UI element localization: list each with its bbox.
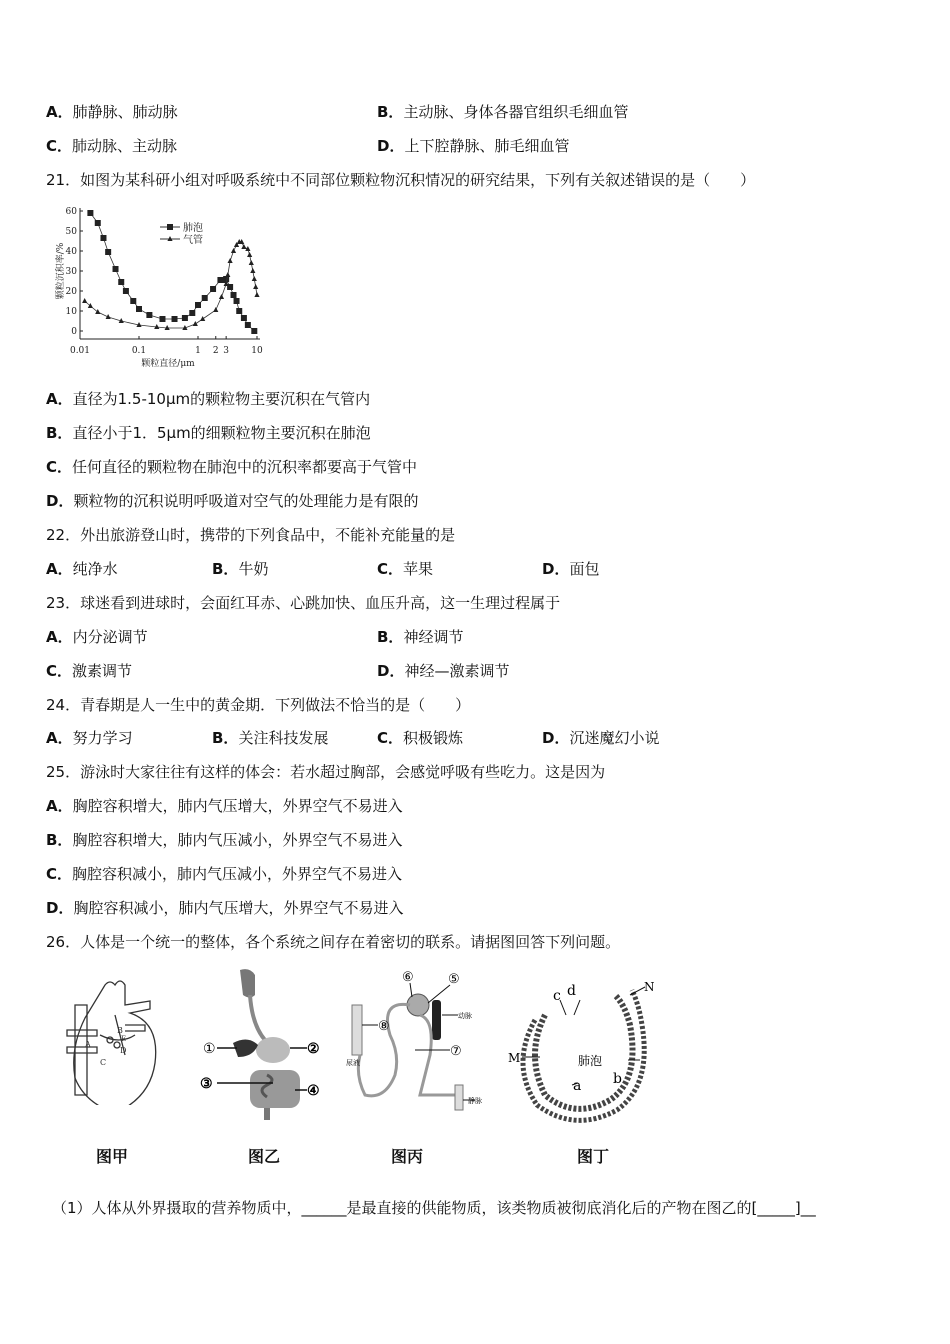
digestive-label-4: ④ [307,1083,320,1099]
alveolus-label-alveolus: 肺泡 [578,1054,603,1068]
q22-option-d: D．面包 [542,560,600,578]
data-point-alveoli [123,288,129,294]
data-point-alveoli [245,322,251,328]
data-point-trachea [95,309,100,314]
y-tick-label: 50 [65,227,77,237]
data-point-trachea [213,307,218,312]
nephron-label-6: ⑥ [402,970,414,985]
data-point-trachea [241,244,246,249]
q20-option-b: B．主动脉、身体各器官组织毛细血管 [377,103,629,121]
data-point-trachea [249,260,254,265]
digestive-label-3: ③ [200,1076,213,1092]
q24-option-a: A．努力学习 [46,729,133,747]
y-tick-label: 40 [65,247,77,257]
figure-caption-jia: 图甲 [96,1147,129,1166]
data-point-trachea [252,276,257,281]
data-point-alveoli [87,210,93,216]
q21-option-c: C．任何直径的颗粒物在肺泡中的沉积率都要高于气管中 [46,458,418,476]
deposition-chart [40,198,280,373]
q23-option-d: D．神经—激素调节 [377,662,510,680]
nephron-label-7: ⑦ [450,1044,462,1059]
data-point-alveoli [202,295,208,301]
nephron-diagram [340,965,490,1115]
heart-label-d: D [120,1046,127,1055]
data-point-alveoli [136,306,142,312]
data-point-alveoli [231,292,237,298]
q25-option-a: A．胸腔容积增大，肺内气压增大，外界空气不易进入 [46,797,403,815]
data-point-trachea [253,284,258,289]
q21-option-a: A．直径为1.5-10μm的颗粒物主要沉积在气管内 [46,390,371,408]
nephron-label-urine: 尿液 [346,1059,360,1067]
q25-stem: 25．游泳时大家往往有这样的体会：若水超过胸部，会感觉呼吸有些吃力。这是因为 [46,763,606,781]
data-point-alveoli [251,328,257,334]
data-point-alveoli [105,249,111,255]
x-tick-label: 0.01 [69,346,91,356]
q22-option-b: B．牛奶 [212,560,269,578]
y-tick-label: 10 [65,307,77,317]
data-point-trachea [231,248,236,253]
q25-option-c: C．胸腔容积减小，肺内气压减小，外界空气不易进入 [46,865,403,883]
data-point-trachea [228,258,233,263]
q24-stem: 24．青春期是人一生中的黄金期．下列做法不恰当的是（ ） [46,696,471,714]
x-tick-label: 1 [195,346,201,356]
y-tick-label: 20 [65,287,77,297]
data-point-alveoli [118,279,124,285]
alveolus-label-n: N [644,980,655,994]
q22-option-c: C．苹果 [377,560,434,578]
nephron-label-5: ⑤ [448,972,460,987]
alveolus-label-c: c [553,988,561,1004]
data-point-alveoli [189,310,195,316]
digestive-label-2: ② [307,1041,320,1057]
x-tick-label: 2 [212,346,219,356]
data-point-trachea [82,298,87,303]
data-point-alveoli [241,315,247,321]
alveolus-label-b: b [613,1071,622,1087]
legend-label: 气管 [183,235,203,246]
digestive-label-1: ① [203,1041,216,1057]
heart-label-e: E [121,1035,127,1043]
nephron-label-8: ⑧ [378,1019,390,1034]
heart-diagram [55,975,165,1105]
q24-option-d: D．沉迷魔幻小说 [542,729,660,747]
q20-option-d: D．上下腔静脉、肺毛细血管 [377,137,570,155]
q22-option-a: A．纯净水 [46,560,118,578]
y-tick-label: 30 [65,267,77,277]
q24-option-c: C．积极锻炼 [377,729,464,747]
heart-label-a: A [85,1040,91,1049]
figure-caption-yi: 图乙 [248,1147,281,1166]
nephron-label-artery: 动脉 [458,1012,472,1020]
data-point-trachea [219,294,224,299]
x-tick-label: 3 [223,346,230,356]
digestive-system-diagram [195,965,335,1120]
data-point-trachea [88,303,93,308]
q21-option-b: B．直径小于1．5μm的细颗粒物主要沉积在肺泡 [46,424,371,442]
q23-option-b: B．神经调节 [377,628,464,646]
data-point-alveoli [100,235,106,241]
nephron-label-vein: 静脉 [468,1097,482,1105]
alveolus-label-a: a [573,1078,582,1094]
q23-option-a: A．内分泌调节 [46,628,148,646]
y-tick-label: 0 [71,327,77,337]
q21-option-d: D．颗粒物的沉积说明呼吸道对空气的处理能力是有限的 [46,492,419,510]
data-point-alveoli [210,286,216,292]
q21-stem: 21．如图为某科研小组对呼吸系统中不同部位颗粒物沉积情况的研究结果，下列有关叙述错误的是（ ） [46,171,756,189]
heart-label-c: C [100,1058,107,1067]
legend-label: 肺泡 [183,223,203,234]
q25-option-d: D．胸腔容积减小，肺内气压增大，外界空气不易进入 [46,899,404,917]
alveolus-label-d: d [567,983,576,999]
q20-option-a: A．肺静脉、肺动脉 [46,103,178,121]
figure-caption-bing: 图丙 [391,1147,424,1166]
data-point-trachea [250,268,255,273]
data-point-trachea [254,292,259,297]
data-point-alveoli [146,312,152,318]
legend-marker-square [167,224,173,230]
y-tick-label: 60 [65,207,77,217]
x-axis-label: 颗粒直径/μm [141,359,195,369]
heart-label-b: B [117,1026,123,1035]
data-point-trachea [200,316,205,321]
q25-option-b: B．胸腔容积增大，肺内气压减小，外界空气不易进入 [46,831,403,849]
data-point-alveoli [113,266,119,272]
data-point-trachea [225,272,230,277]
q22-stem: 22．外出旅游登山时，携带的下列食品中，不能补充能量的是 [46,526,456,544]
q26-stem: 26．人体是一个统一的整体，各个系统之间存在着密切的联系。请据图回答下列问题。 [46,933,621,951]
data-point-alveoli [130,298,136,304]
data-point-alveoli [182,315,188,321]
q24-option-b: B．关注科技发展 [212,729,329,747]
data-point-alveoli [172,316,178,322]
alveolus-diagram [500,975,670,1125]
q20-option-c: C．肺动脉、主动脉 [46,137,178,155]
x-tick-label: 0.1 [131,346,147,356]
data-point-alveoli [195,302,201,308]
x-tick-label: 10 [251,346,263,356]
figure-caption-ding: 图丁 [577,1147,610,1166]
data-point-trachea [193,321,198,326]
data-point-alveoli [234,298,240,304]
q23-option-c: C．激素调节 [46,662,133,680]
q26-subquestion-1: （1）人体从外界摄取的营养物质中，______是最直接的供能物质，该类物质被彻底消化后的产物在图乙的[_____]__ [52,1199,816,1217]
y-axis-label: 颗粒沉积率/% [56,242,66,300]
alveolus-label-m: M [508,1051,521,1065]
data-point-alveoli [159,316,165,322]
data-point-alveoli [236,308,242,314]
data-point-trachea [247,252,252,257]
q23-stem: 23．球迷看到进球时，会面红耳赤、心跳加快、血压升高，这一生理过程属于 [46,594,561,612]
data-point-alveoli [95,220,101,226]
